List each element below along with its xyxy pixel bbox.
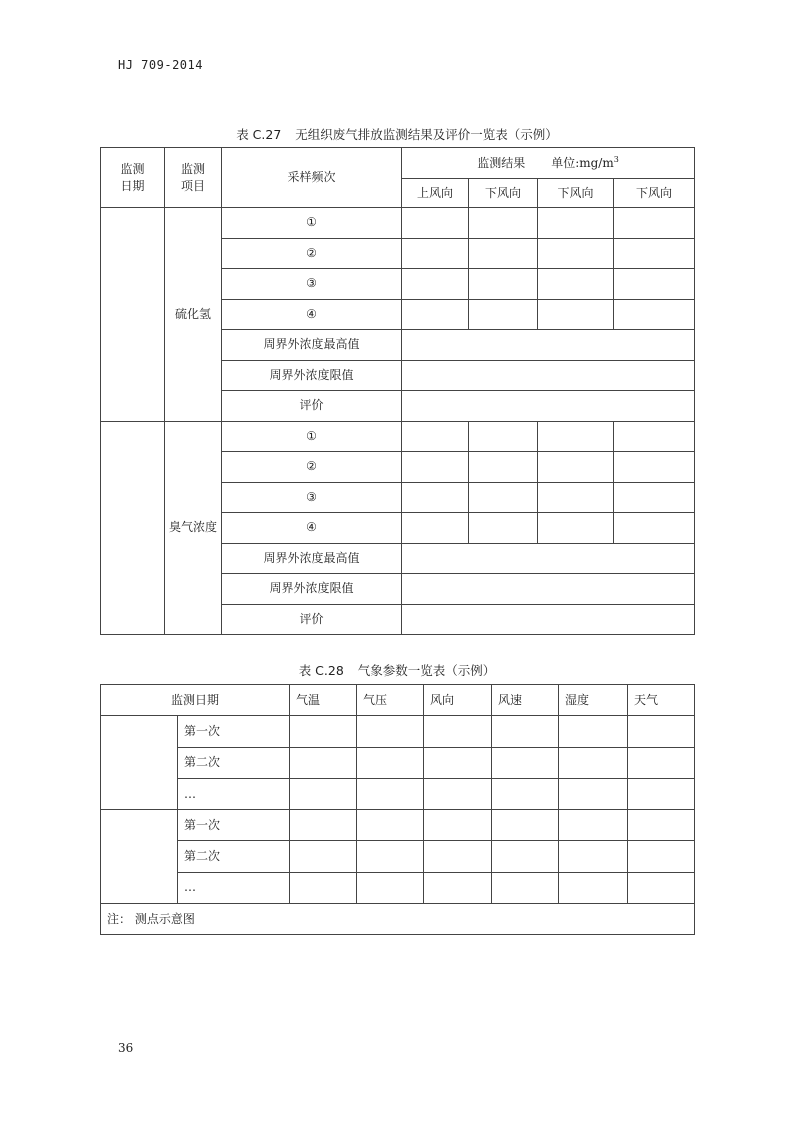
value-cell <box>357 778 424 809</box>
summary-value <box>402 543 695 574</box>
value-cell <box>290 841 357 872</box>
value-cell <box>402 299 469 330</box>
value-cell <box>357 810 424 841</box>
value-cell <box>628 716 695 747</box>
value-cell <box>538 238 614 269</box>
summary-label: 周界外浓度限值 <box>222 360 402 391</box>
value-cell <box>469 269 538 300</box>
summary-label: 周界外浓度最高值 <box>222 330 402 361</box>
value-cell <box>538 299 614 330</box>
value-cell <box>357 872 424 903</box>
table-row <box>101 810 695 841</box>
value-cell <box>469 421 538 452</box>
value-cell <box>357 716 424 747</box>
value-cell <box>614 238 695 269</box>
page-number: 36 <box>118 1041 134 1055</box>
value-cell <box>402 482 469 513</box>
value-cell <box>290 778 357 809</box>
caption-title: 无组织废气排放监测结果及评价一览表（示例） <box>295 127 558 142</box>
header-pressure: 气压 <box>357 685 424 716</box>
header-date: 监测日期 <box>101 685 290 716</box>
date-cell <box>101 421 165 635</box>
table-row <box>101 716 695 747</box>
note-row <box>101 904 695 935</box>
value-cell <box>538 482 614 513</box>
value-cell <box>559 778 628 809</box>
header-direction: 下风向 <box>469 179 538 208</box>
summary-value <box>402 391 695 422</box>
value-cell <box>614 452 695 483</box>
value-cell <box>628 872 695 903</box>
value-cell <box>402 238 469 269</box>
value-cell <box>614 513 695 544</box>
header-direction: 上风向 <box>402 179 469 208</box>
value-cell <box>628 778 695 809</box>
value-cell <box>538 452 614 483</box>
value-cell <box>402 421 469 452</box>
value-cell <box>469 482 538 513</box>
table-row <box>101 778 695 809</box>
date-cell <box>101 716 178 810</box>
sample-number: ② <box>222 238 402 269</box>
value-cell <box>614 208 695 239</box>
value-cell <box>492 810 559 841</box>
value-cell <box>469 452 538 483</box>
value-cell <box>469 299 538 330</box>
date-cell <box>101 208 165 422</box>
measurement-label: … <box>178 872 290 903</box>
sample-number: ① <box>222 208 402 239</box>
value-cell <box>424 778 492 809</box>
value-cell <box>424 747 492 778</box>
value-cell <box>357 747 424 778</box>
sample-number: ② <box>222 452 402 483</box>
header-weather: 天气 <box>628 685 695 716</box>
value-cell <box>559 872 628 903</box>
header-frequency: 采样频次 <box>222 148 402 208</box>
summary-value <box>402 360 695 391</box>
value-cell <box>290 747 357 778</box>
table-c27-caption <box>100 125 694 143</box>
value-cell <box>469 238 538 269</box>
item-cell: 硫化氢 <box>165 208 222 422</box>
header-result: 监测结果 单位$:mg/m^3$ <box>402 148 695 179</box>
header-wind-direction: 风向 <box>424 685 492 716</box>
value-cell <box>559 747 628 778</box>
value-cell <box>402 269 469 300</box>
value-cell <box>402 208 469 239</box>
caption-number: 表 C.27 <box>236 127 282 142</box>
date-cell <box>101 810 178 904</box>
value-cell <box>290 810 357 841</box>
value-cell <box>492 778 559 809</box>
value-cell <box>290 872 357 903</box>
table-c28-caption <box>100 661 694 679</box>
sample-number: ③ <box>222 269 402 300</box>
item-cell: 臭气浓度 <box>165 421 222 635</box>
value-cell <box>357 841 424 872</box>
value-cell <box>492 872 559 903</box>
weather-parameters-table <box>100 684 695 935</box>
value-cell <box>424 841 492 872</box>
summary-value <box>402 574 695 605</box>
measurement-label: … <box>178 778 290 809</box>
sample-number: ① <box>222 421 402 452</box>
table-row <box>101 841 695 872</box>
value-cell <box>628 841 695 872</box>
value-cell <box>469 513 538 544</box>
measurement-label: 第一次 <box>178 716 290 747</box>
value-cell <box>614 269 695 300</box>
sample-number: ④ <box>222 299 402 330</box>
value-cell <box>538 513 614 544</box>
summary-label: 评价 <box>222 391 402 422</box>
emission-monitoring-table <box>100 147 695 635</box>
note-text: 注： 测点示意图 <box>101 904 695 935</box>
table-row <box>101 747 695 778</box>
table-row <box>101 872 695 903</box>
value-cell <box>538 421 614 452</box>
caption-title: 气象参数一览表（示例） <box>357 663 496 678</box>
header-humidity: 湿度 <box>559 685 628 716</box>
table-row <box>101 421 695 452</box>
caption-number: 表 C.28 <box>298 663 344 678</box>
header-direction: 下风向 <box>538 179 614 208</box>
summary-label: 评价 <box>222 604 402 635</box>
value-cell <box>614 482 695 513</box>
value-cell <box>559 810 628 841</box>
value-cell <box>559 841 628 872</box>
measurement-label: 第一次 <box>178 810 290 841</box>
header-direction: 下风向 <box>614 179 695 208</box>
header-row <box>101 685 695 716</box>
value-cell <box>492 747 559 778</box>
measurement-label: 第二次 <box>178 747 290 778</box>
summary-label: 周界外浓度限值 <box>222 574 402 605</box>
summary-label: 周界外浓度最高值 <box>222 543 402 574</box>
measurement-label: 第二次 <box>178 841 290 872</box>
value-cell <box>614 299 695 330</box>
document-code: HJ 709-2014 <box>118 58 203 72</box>
value-cell <box>402 513 469 544</box>
value-cell <box>402 452 469 483</box>
summary-value <box>402 604 695 635</box>
value-cell <box>628 747 695 778</box>
value-cell <box>559 716 628 747</box>
sample-number: ③ <box>222 482 402 513</box>
value-cell <box>614 421 695 452</box>
value-cell <box>469 208 538 239</box>
value-cell <box>290 716 357 747</box>
value-cell <box>538 269 614 300</box>
value-cell <box>424 872 492 903</box>
table-row <box>101 208 695 239</box>
value-cell <box>424 716 492 747</box>
value-cell <box>492 716 559 747</box>
header-item: 监测 项目 <box>165 148 222 208</box>
header-wind-speed: 风速 <box>492 685 559 716</box>
value-cell <box>424 810 492 841</box>
value-cell <box>538 208 614 239</box>
value-cell <box>492 841 559 872</box>
header-date: 监测 日期 <box>101 148 165 208</box>
sample-number: ④ <box>222 513 402 544</box>
header-temperature: 气温 <box>290 685 357 716</box>
summary-value <box>402 330 695 361</box>
value-cell <box>628 810 695 841</box>
